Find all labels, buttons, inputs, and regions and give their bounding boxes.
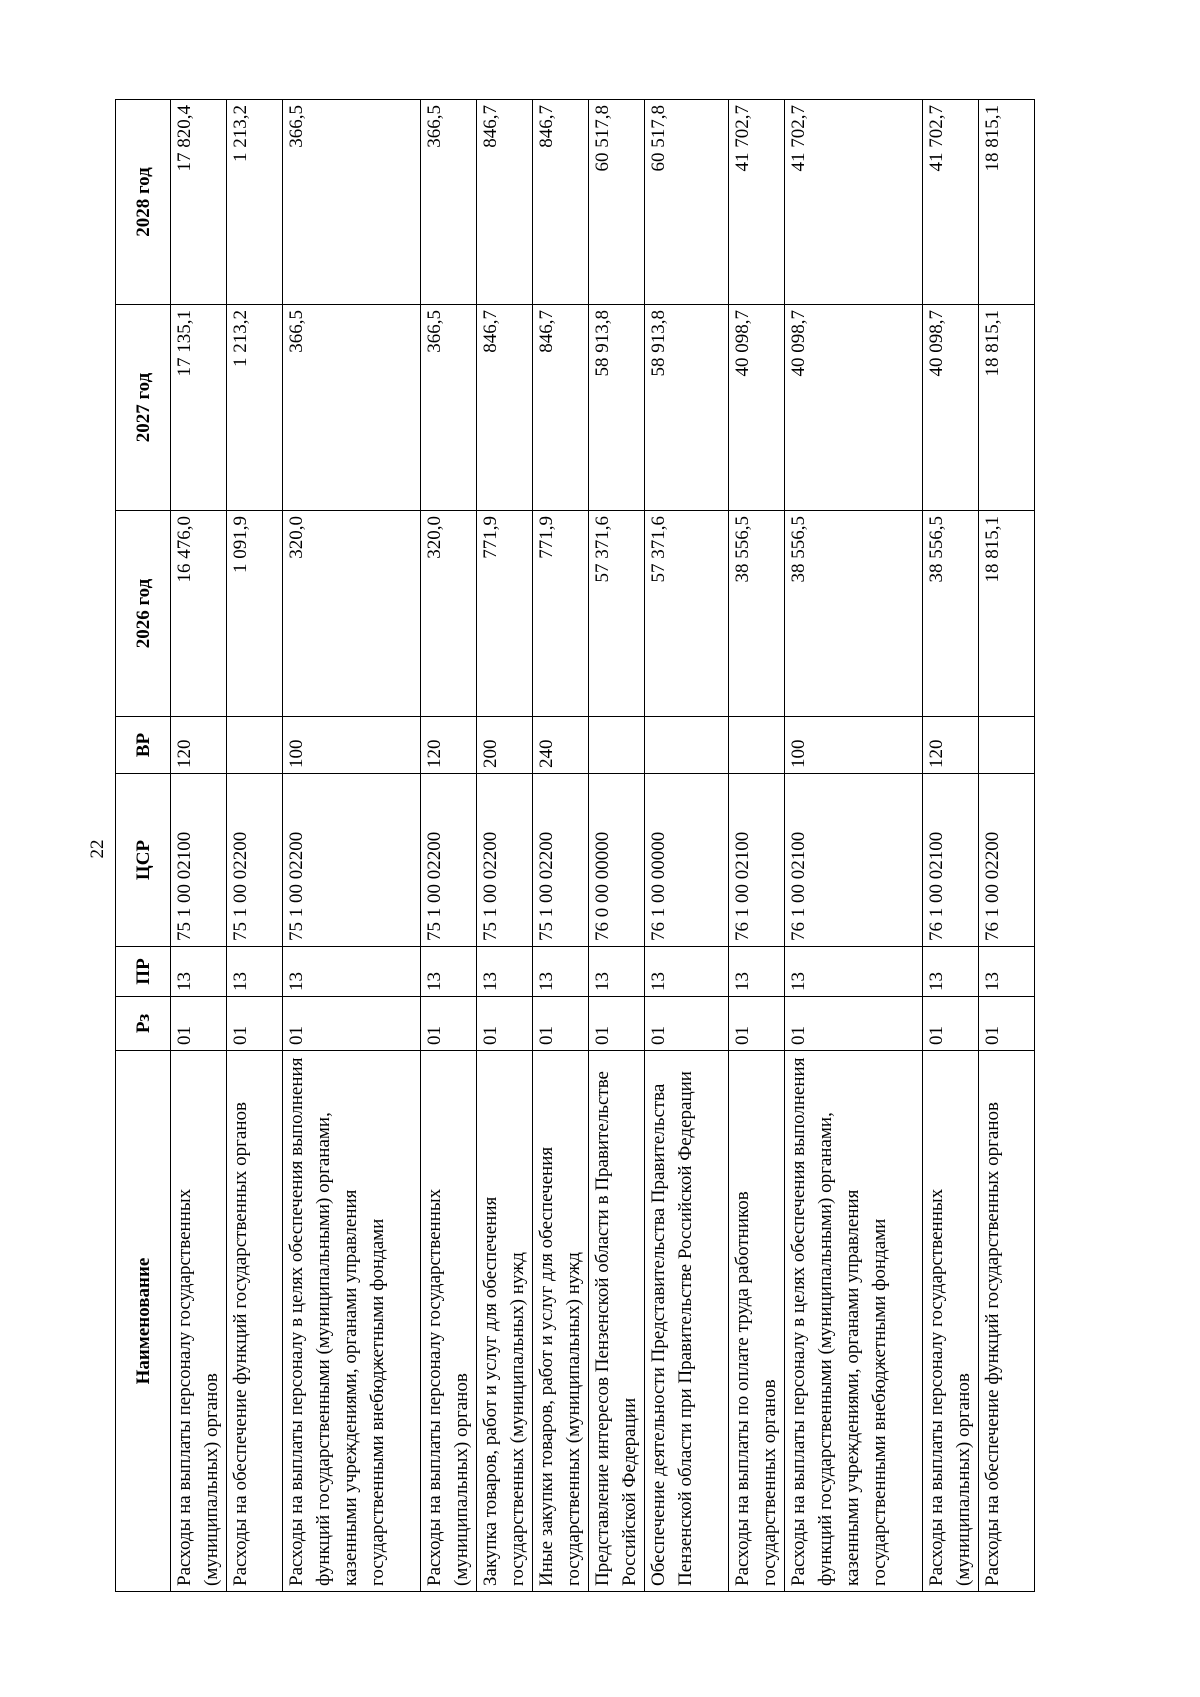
cell-2026: 771,9 <box>477 511 533 717</box>
cell-csr: 75 1 00 02200 <box>477 774 533 947</box>
cell-pr: 13 <box>533 947 589 997</box>
cell-2026: 38 556,5 <box>923 511 979 717</box>
cell-2027: 1 213,2 <box>226 305 282 511</box>
cell-rz: 01 <box>533 997 589 1051</box>
cell-rz: 01 <box>589 997 645 1051</box>
header-vr: ВР <box>116 717 171 774</box>
cell-vr: 240 <box>533 717 589 774</box>
cell-rz: 01 <box>784 997 922 1051</box>
cell-csr: 76 1 00 02100 <box>728 774 784 947</box>
table-row <box>645 100 728 1592</box>
cell-name: Расходы на выплаты персоналу в целях обеспечения выполнения функций государственными (муниципальными) органами, казенными учреждениями, органами управления государственными внебюджетными фондами <box>784 1051 922 1592</box>
cell-vr <box>645 717 728 774</box>
cell-name: Иные закупки товаров, работ и услуг для обеспечения государственных (муниципальных) нужд <box>533 1051 589 1592</box>
table-row <box>728 100 784 1592</box>
cell-vr: 120 <box>421 717 477 774</box>
cell-vr: 100 <box>282 717 420 774</box>
table-row <box>923 100 979 1592</box>
cell-name: Расходы на выплаты персоналу государственных (муниципальных) органов <box>421 1051 477 1592</box>
cell-rz: 01 <box>645 997 728 1051</box>
cell-2027: 366,5 <box>421 305 477 511</box>
cell-csr: 76 1 00 00000 <box>645 774 728 947</box>
cell-csr: 75 1 00 02200 <box>533 774 589 947</box>
cell-2028: 41 702,7 <box>784 100 922 305</box>
cell-pr: 13 <box>645 947 728 997</box>
cell-pr: 13 <box>589 947 645 997</box>
cell-csr: 75 1 00 02200 <box>226 774 282 947</box>
header-csr: ЦСР <box>116 774 171 947</box>
cell-csr: 76 1 00 02100 <box>784 774 922 947</box>
table-row <box>226 100 282 1592</box>
budget-table-container <box>115 100 1035 1592</box>
cell-rz: 01 <box>226 997 282 1051</box>
cell-2026: 771,9 <box>533 511 589 717</box>
cell-vr: 200 <box>477 717 533 774</box>
cell-2027: 17 135,1 <box>171 305 227 511</box>
cell-pr: 13 <box>282 947 420 997</box>
cell-2026: 57 371,6 <box>645 511 728 717</box>
cell-2027: 846,7 <box>477 305 533 511</box>
cell-name: Представление интересов Пензенской области в Правительстве Российской Федерации <box>589 1051 645 1592</box>
cell-2028: 60 517,8 <box>589 100 645 305</box>
cell-vr: 100 <box>784 717 922 774</box>
cell-name: Обеспечение деятельности Представительства Правительства Пензенской области при Правительстве Российской Федерации <box>645 1051 728 1592</box>
cell-name: Расходы на обеспечение функций государственных органов <box>978 1051 1034 1592</box>
cell-csr: 75 1 00 02200 <box>421 774 477 947</box>
cell-2028: 41 702,7 <box>923 100 979 305</box>
cell-csr: 75 1 00 02100 <box>171 774 227 947</box>
header-2027: 2027 год <box>116 305 171 511</box>
cell-vr: 120 <box>923 717 979 774</box>
cell-rz: 01 <box>923 997 979 1051</box>
cell-rz: 01 <box>282 997 420 1051</box>
cell-2028: 1 213,2 <box>226 100 282 305</box>
cell-name: Расходы на выплаты персоналу в целях обеспечения выполнения функций государственными (муниципальными) органами, казенными учреждениями, органами управления государственными внебюджетными фондами <box>282 1051 420 1592</box>
budget-table <box>115 99 1035 1592</box>
cell-pr: 13 <box>226 947 282 997</box>
cell-2026: 57 371,6 <box>589 511 645 717</box>
cell-2026: 320,0 <box>282 511 420 717</box>
cell-2028: 17 820,4 <box>171 100 227 305</box>
table-header-row <box>116 100 171 1592</box>
table-row <box>282 100 420 1592</box>
table-row <box>589 100 645 1592</box>
cell-2028: 366,5 <box>282 100 420 305</box>
table-row <box>171 100 227 1592</box>
cell-2026: 38 556,5 <box>784 511 922 717</box>
cell-2028: 60 517,8 <box>645 100 728 305</box>
table-row <box>784 100 922 1592</box>
cell-2027: 40 098,7 <box>728 305 784 511</box>
cell-pr: 13 <box>923 947 979 997</box>
cell-csr: 76 1 00 02200 <box>978 774 1034 947</box>
table-row <box>533 100 589 1592</box>
cell-vr <box>978 717 1034 774</box>
cell-2027: 18 815,1 <box>978 305 1034 511</box>
cell-pr: 13 <box>978 947 1034 997</box>
header-rz: Рз <box>116 997 171 1051</box>
header-name: Наименование <box>116 1051 171 1592</box>
header-2026: 2026 год <box>116 511 171 717</box>
cell-2026: 16 476,0 <box>171 511 227 717</box>
cell-2027: 366,5 <box>282 305 420 511</box>
table-row <box>477 100 533 1592</box>
cell-rz: 01 <box>477 997 533 1051</box>
page-number: 22 <box>87 839 108 859</box>
cell-2027: 58 913,8 <box>645 305 728 511</box>
cell-vr: 120 <box>171 717 227 774</box>
cell-name: Расходы на выплаты по оплате труда работников государственных органов <box>728 1051 784 1592</box>
cell-pr: 13 <box>421 947 477 997</box>
cell-2027: 846,7 <box>533 305 589 511</box>
table-row <box>978 100 1034 1592</box>
cell-2027: 40 098,7 <box>923 305 979 511</box>
cell-2027: 58 913,8 <box>589 305 645 511</box>
cell-2026: 18 815,1 <box>978 511 1034 717</box>
cell-2028: 18 815,1 <box>978 100 1034 305</box>
cell-name: Закупка товаров, работ и услуг для обеспечения государственных (муниципальных) нужд <box>477 1051 533 1592</box>
cell-2028: 846,7 <box>477 100 533 305</box>
cell-pr: 13 <box>477 947 533 997</box>
cell-2027: 40 098,7 <box>784 305 922 511</box>
cell-pr: 13 <box>784 947 922 997</box>
cell-rz: 01 <box>171 997 227 1051</box>
cell-pr: 13 <box>728 947 784 997</box>
cell-vr <box>589 717 645 774</box>
cell-csr: 76 0 00 00000 <box>589 774 645 947</box>
table-row <box>421 100 477 1592</box>
cell-csr: 76 1 00 02100 <box>923 774 979 947</box>
cell-csr: 75 1 00 02200 <box>282 774 420 947</box>
cell-rz: 01 <box>978 997 1034 1051</box>
cell-2026: 1 091,9 <box>226 511 282 717</box>
cell-2028: 41 702,7 <box>728 100 784 305</box>
cell-2028: 366,5 <box>421 100 477 305</box>
cell-2028: 846,7 <box>533 100 589 305</box>
cell-name: Расходы на выплаты персоналу государственных (муниципальных) органов <box>171 1051 227 1592</box>
cell-vr <box>728 717 784 774</box>
header-2028: 2028 год <box>116 100 171 305</box>
cell-rz: 01 <box>728 997 784 1051</box>
header-pr: ПР <box>116 947 171 997</box>
cell-pr: 13 <box>171 947 227 997</box>
cell-2026: 320,0 <box>421 511 477 717</box>
cell-rz: 01 <box>421 997 477 1051</box>
cell-name: Расходы на выплаты персоналу государственных (муниципальных) органов <box>923 1051 979 1592</box>
cell-name: Расходы на обеспечение функций государственных органов <box>226 1051 282 1592</box>
cell-vr <box>226 717 282 774</box>
cell-2026: 38 556,5 <box>728 511 784 717</box>
